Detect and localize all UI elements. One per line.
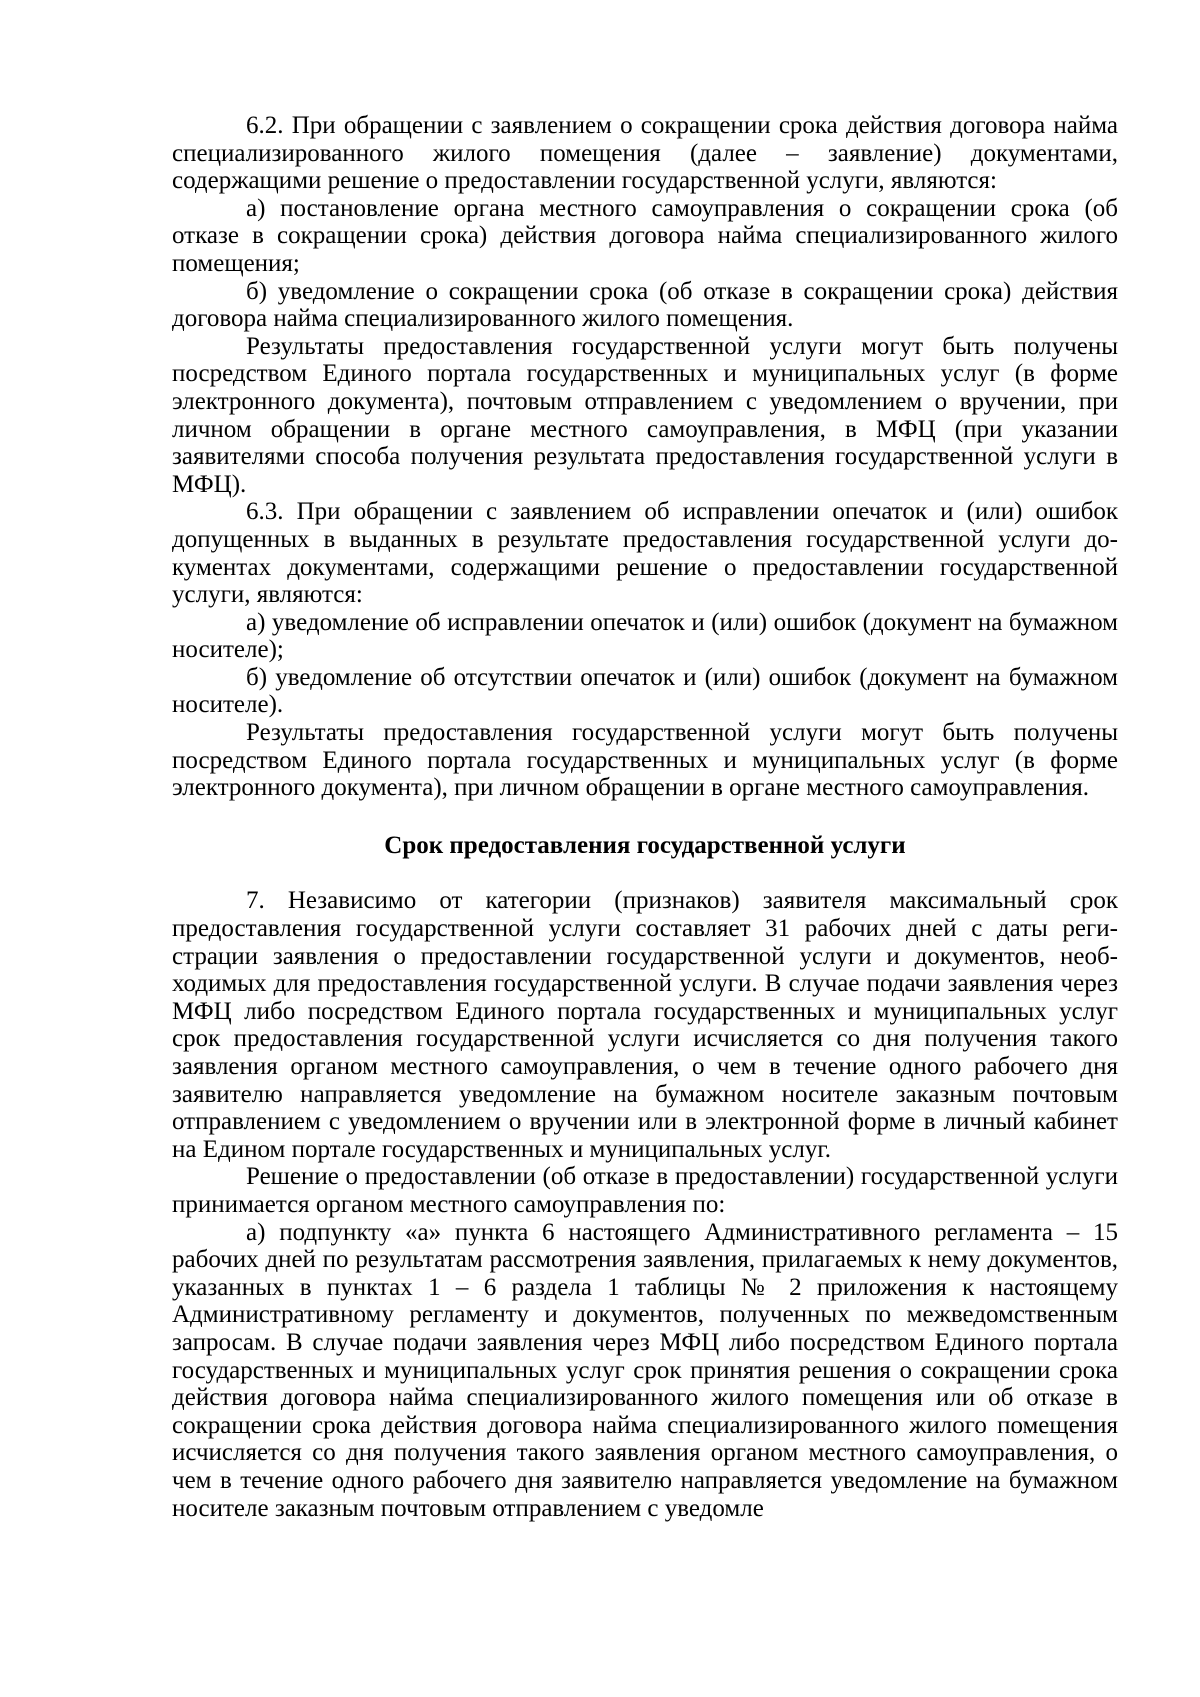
paragraph-7-a: а) подпункту «а» пункта 6 настоящего Административного регламента – 15 рабочих дней по результатам рассмотрения заявления, прилагаемых к нему документов, указанных в пунктах 1 – 6 раздела 1 таблицы № 2 приложения к настоящему Административному регламенту и документов, полученных по межведомственным запросам. В случае подачи заявления через МФЦ либо посредством Единого портала государственных и муниципальных услуг срок принятия решения о сокращении срока действия договора найма специализированного жилого помещения или об отказе в сокращении срока действия договора найма специализированного жилого помещения исчисляется со дня получения такого заявления органом местного самоуправления, о чем в течение одного рабочего дня заявителю направляется уведомление на бумажном носителе заказным почтовым отправлением с уведомле	[172, 1218, 1118, 1522]
paragraph-6-3-b: б) уведомление об отсутствии опечаток и (или) ошибок (документ на бумажном носителе).	[172, 663, 1118, 719]
paragraph-7-decision: Решение о предоставлении (об отказе в предоставлении) государственной услуги принимается органом местного самоуправления по:	[172, 1163, 1118, 1218]
paragraph-6-3: 6.3. При обращении с заявлением об исправлении опечаток и (или) ошибок допущенных в выданных в результате предоставления государственной услуги документах документами, содержащими решение о предоставлении государственной услуги, являются:	[172, 498, 1118, 609]
paragraph-7: 7. Независимо от категории (признаков) заявителя максимальный срок предоставления государственной услуги составляет 31 рабочих дней с даты регистрации заявления о предоставлении государственной услуги и документов, необходимых для предоставления государственной услуги. В случае подачи заявления через МФЦ либо посредством Единого портала государственных и муниципальных услуг срок предоставления государственной услуги исчисляется со дня получения такого заявления органом местного самоуправления, о чем в течение одного рабочего дня заявителю направляется уведомление на бумажном носителе заказным почтовым отправлением с уведомлением о вручении или в электронной форме в личный кабинет на Едином портале государственных и муниципальных услуг.	[172, 887, 1118, 1163]
paragraph-6-3-results: Результаты предоставления государственной услуги могут быть получены посредством Единого портала государственных и муниципальных услуг (в форме электронного документа), при личном обращении в органе местного самоуправления.	[172, 719, 1118, 802]
paragraph-6-2-a: а) постановление органа местного самоуправления о сокращении срока (об отказе в сокращении срока) действия договора найма специализированного жилого помещения;	[172, 194, 1118, 277]
section-heading: Срок предоставления государственной услуги	[384, 831, 906, 859]
paragraph-6-3-a: а) уведомление об исправлении опечаток и (или) ошибок (документ на бумажном носителе);	[172, 608, 1118, 664]
document-page	[172, 112, 1118, 1522]
paragraph-6-2-results: Результаты предоставления государственной услуги могут быть получены посредством Единого портала государственных и муниципальных услуг (в форме электронного документа), почтовым отправлением с уведомлением о вручении, при личном обращении в органе местного самоуправления, в МФЦ (при указании заявителями способа получения результата предоставления государственной услуги в МФЦ).	[172, 332, 1118, 498]
paragraph-6-2-b: б) уведомление о сокращении срока (об отказе в сокращении срока) действия договора найма специализированного жилого помещения.	[172, 277, 1118, 333]
paragraph-6-2: 6.2. При обращении с заявлением о сокращении срока действия договора найма специализированного жилого помещения (далее – заявление) документами, содержащими решение о предоставлении государственной услуги, являются:	[172, 112, 1118, 195]
